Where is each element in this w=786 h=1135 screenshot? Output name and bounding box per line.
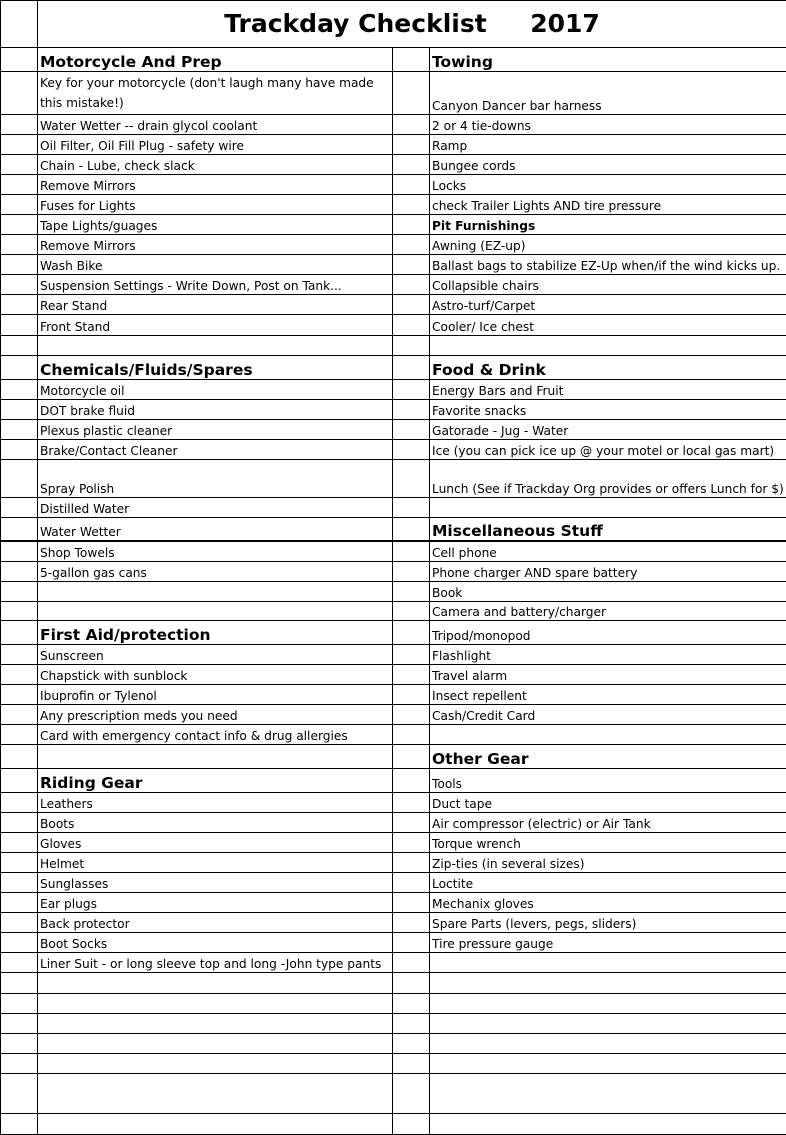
right-check-cell bbox=[393, 255, 430, 275]
checklist-row bbox=[1, 1053, 786, 1073]
checklist-row bbox=[1, 497, 786, 517]
left-check-cell bbox=[1, 1013, 38, 1033]
checklist-row bbox=[1, 175, 786, 195]
checklist-row bbox=[1, 873, 786, 893]
left-check-cell bbox=[1, 195, 38, 215]
right-item-cell bbox=[430, 973, 786, 993]
right-check-cell bbox=[393, 235, 430, 255]
checklist-row bbox=[1, 295, 786, 315]
checklist-row bbox=[1, 379, 786, 399]
checklist-row bbox=[1, 913, 786, 933]
left-item-cell: Sunscreen bbox=[38, 644, 393, 664]
right-item-cell: Energy Bars and Fruit bbox=[430, 379, 786, 399]
checklist-row bbox=[1, 517, 786, 541]
right-item-cell: Torque wrench bbox=[430, 833, 786, 853]
checklist-row bbox=[1, 953, 786, 973]
left-item-cell: Suspension Settings - Write Down, Post on Tank... bbox=[38, 275, 393, 295]
left-item-cell: Leathers bbox=[38, 793, 393, 813]
left-check-cell bbox=[1, 175, 38, 195]
left-item-cell: Brake/Contact Cleaner bbox=[38, 439, 393, 459]
left-item-cell bbox=[38, 1013, 393, 1033]
checklist-row bbox=[1, 725, 786, 745]
left-check-cell bbox=[1, 235, 38, 255]
checklist-row bbox=[1, 275, 786, 295]
left-check-cell bbox=[1, 72, 38, 115]
right-section-heading: Miscellaneous Stuff bbox=[430, 517, 786, 541]
page-title: Trackday Checklist 2017 bbox=[38, 1, 786, 48]
checklist-row bbox=[1, 601, 786, 620]
checklist-row bbox=[1, 1113, 786, 1134]
left-item-cell: Remove Mirrors bbox=[38, 175, 393, 195]
right-check-cell bbox=[393, 1013, 430, 1033]
right-item-cell: Collapsible chairs bbox=[430, 275, 786, 295]
left-check-cell bbox=[1, 295, 38, 315]
left-check-cell bbox=[1, 1033, 38, 1053]
right-item-cell bbox=[430, 1053, 786, 1073]
left-item-cell: Boot Socks bbox=[38, 933, 393, 953]
left-check-cell bbox=[1, 893, 38, 913]
right-check-cell bbox=[393, 561, 430, 581]
left-check-cell bbox=[1, 993, 38, 1013]
right-item-cell: Bungee cords bbox=[430, 155, 786, 175]
right-section-heading: Food & Drink bbox=[430, 355, 786, 379]
checklist-row bbox=[1, 335, 786, 355]
checklist-row bbox=[1, 399, 786, 419]
left-check-cell bbox=[1, 399, 38, 419]
left-item-cell bbox=[38, 993, 393, 1013]
right-item-cell: Ballast bags to stabilize EZ-Up when/if the wind kicks up. bbox=[430, 255, 786, 275]
right-item-cell bbox=[430, 725, 786, 745]
right-check-cell bbox=[393, 135, 430, 155]
left-check-cell bbox=[1, 833, 38, 853]
checklist-row bbox=[1, 439, 786, 459]
left-check-cell bbox=[1, 155, 38, 175]
checklist-row bbox=[1, 620, 786, 644]
checklist-row bbox=[1, 419, 786, 439]
checklist-body bbox=[1, 1, 786, 1135]
right-check-cell bbox=[393, 155, 430, 175]
right-item-cell: Cooler/ Ice chest bbox=[430, 315, 786, 335]
left-check-cell bbox=[1, 115, 38, 135]
right-item-cell: check Trailer Lights AND tire pressure bbox=[430, 195, 786, 215]
right-check-cell bbox=[393, 933, 430, 953]
left-item-cell: Plexus plastic cleaner bbox=[38, 419, 393, 439]
left-item-cell: Remove Mirrors bbox=[38, 235, 393, 255]
right-item-cell bbox=[430, 497, 786, 517]
right-check-cell bbox=[393, 459, 430, 497]
right-check-cell bbox=[393, 913, 430, 933]
right-check-cell bbox=[393, 379, 430, 399]
right-item-cell: Awning (EZ-up) bbox=[430, 235, 786, 255]
right-check-cell bbox=[393, 953, 430, 973]
right-check-cell bbox=[393, 745, 430, 769]
right-item-cell: Ramp bbox=[430, 135, 786, 155]
title-row bbox=[1, 1, 786, 48]
right-check-cell bbox=[393, 665, 430, 685]
right-check-cell bbox=[393, 517, 430, 541]
left-check-cell bbox=[1, 769, 38, 793]
right-check-cell bbox=[393, 295, 430, 315]
left-item-cell: Liner Suit - or long sleeve top and long -John type pants bbox=[38, 953, 393, 973]
right-subheading: Pit Furnishings bbox=[430, 215, 786, 235]
left-check-cell bbox=[1, 335, 38, 355]
right-item-cell: Tools bbox=[430, 769, 786, 793]
checklist-row bbox=[1, 665, 786, 685]
checklist-row bbox=[1, 893, 786, 913]
right-item-cell: Mechanix gloves bbox=[430, 893, 786, 913]
left-check-cell bbox=[1, 644, 38, 664]
checklist-row bbox=[1, 541, 786, 561]
left-item-cell: Water Wetter bbox=[38, 517, 393, 541]
row-header-cell bbox=[1, 1, 38, 48]
right-item-cell: Cell phone bbox=[430, 541, 786, 561]
left-item-cell bbox=[38, 1113, 393, 1134]
checklist-row bbox=[1, 1073, 786, 1113]
right-check-cell bbox=[393, 725, 430, 745]
left-section-heading: Motorcycle And Prep bbox=[38, 48, 393, 72]
right-item-cell: Gatorade - Jug - Water bbox=[430, 419, 786, 439]
checklist-row bbox=[1, 155, 786, 175]
right-check-cell bbox=[393, 195, 430, 215]
right-check-cell bbox=[393, 419, 430, 439]
right-item-cell: Tripod/monopod bbox=[430, 620, 786, 644]
left-item-cell: Gloves bbox=[38, 833, 393, 853]
left-check-cell bbox=[1, 665, 38, 685]
right-item-cell: Air compressor (electric) or Air Tank bbox=[430, 813, 786, 833]
left-check-cell bbox=[1, 275, 38, 295]
right-item-cell: Loctite bbox=[430, 873, 786, 893]
right-check-cell bbox=[393, 335, 430, 355]
checklist-row bbox=[1, 933, 786, 953]
left-section-heading: Chemicals/Fluids/Spares bbox=[38, 355, 393, 379]
right-check-cell bbox=[393, 215, 430, 235]
right-check-cell bbox=[393, 813, 430, 833]
left-section-heading: First Aid/protection bbox=[38, 620, 393, 644]
left-check-cell bbox=[1, 933, 38, 953]
checklist-row bbox=[1, 793, 786, 813]
right-check-cell bbox=[393, 581, 430, 601]
checklist-row bbox=[1, 48, 786, 72]
right-check-cell bbox=[393, 973, 430, 993]
left-check-cell bbox=[1, 561, 38, 581]
right-item-cell: Canyon Dancer bar harness bbox=[430, 72, 786, 115]
checklist-row bbox=[1, 993, 786, 1013]
right-item-cell: Book bbox=[430, 581, 786, 601]
right-check-cell bbox=[393, 793, 430, 813]
left-item-cell: 5-gallon gas cans bbox=[38, 561, 393, 581]
left-item-cell bbox=[38, 973, 393, 993]
right-check-cell bbox=[393, 853, 430, 873]
left-item-cell: Boots bbox=[38, 813, 393, 833]
right-check-cell bbox=[393, 1113, 430, 1134]
left-item-cell: Key for your motorcycle (don't laugh many have made this mistake!) bbox=[38, 72, 393, 115]
left-check-cell bbox=[1, 973, 38, 993]
left-check-cell bbox=[1, 541, 38, 561]
right-section-heading: Other Gear bbox=[430, 745, 786, 769]
left-item-cell: Water Wetter -- drain glycol coolant bbox=[38, 115, 393, 135]
left-item-cell: Shop Towels bbox=[38, 541, 393, 561]
right-check-cell bbox=[393, 1053, 430, 1073]
left-check-cell bbox=[1, 873, 38, 893]
left-item-cell: Fuses for Lights bbox=[38, 195, 393, 215]
left-check-cell bbox=[1, 685, 38, 705]
left-item-cell bbox=[38, 1073, 393, 1113]
left-item-cell: Ear plugs bbox=[38, 893, 393, 913]
left-item-cell bbox=[38, 1053, 393, 1073]
checklist-row bbox=[1, 813, 786, 833]
left-item-cell: Sunglasses bbox=[38, 873, 393, 893]
left-check-cell bbox=[1, 135, 38, 155]
left-item-cell bbox=[38, 1033, 393, 1053]
right-item-cell: Duct tape bbox=[430, 793, 786, 813]
checklist-row bbox=[1, 644, 786, 664]
left-check-cell bbox=[1, 581, 38, 601]
left-check-cell bbox=[1, 379, 38, 399]
right-check-cell bbox=[393, 497, 430, 517]
checklist-row bbox=[1, 973, 786, 993]
right-item-cell bbox=[430, 953, 786, 973]
left-check-cell bbox=[1, 813, 38, 833]
right-item-cell: Ice (you can pick ice up @ your motel or local gas mart) bbox=[430, 439, 786, 459]
checklist-row bbox=[1, 561, 786, 581]
left-item-cell: Distilled Water bbox=[38, 497, 393, 517]
right-item-cell bbox=[430, 335, 786, 355]
left-item-cell: Oil Filter, Oil Fill Plug - safety wire bbox=[38, 135, 393, 155]
right-check-cell bbox=[393, 355, 430, 379]
left-item-cell bbox=[38, 335, 393, 355]
left-item-cell: Motorcycle oil bbox=[38, 379, 393, 399]
right-item-cell bbox=[430, 993, 786, 1013]
left-item-cell: Front Stand bbox=[38, 315, 393, 335]
right-item-cell: Lunch (See if Trackday Org provides or offers Lunch for $) bbox=[430, 459, 786, 497]
right-check-cell bbox=[393, 993, 430, 1013]
checklist-row bbox=[1, 745, 786, 769]
right-check-cell bbox=[393, 769, 430, 793]
right-section-heading: Towing bbox=[430, 48, 786, 72]
right-check-cell bbox=[393, 873, 430, 893]
right-check-cell bbox=[393, 893, 430, 913]
left-item-cell: Rear Stand bbox=[38, 295, 393, 315]
left-check-cell bbox=[1, 517, 38, 541]
checklist-row bbox=[1, 1013, 786, 1033]
right-check-cell bbox=[393, 620, 430, 644]
left-check-cell bbox=[1, 745, 38, 769]
right-check-cell bbox=[393, 48, 430, 72]
left-item-cell: Spray Polish bbox=[38, 459, 393, 497]
right-item-cell: Favorite snacks bbox=[430, 399, 786, 419]
left-check-cell bbox=[1, 1073, 38, 1113]
right-item-cell bbox=[430, 1013, 786, 1033]
right-item-cell bbox=[430, 1033, 786, 1053]
left-check-cell bbox=[1, 620, 38, 644]
left-check-cell bbox=[1, 255, 38, 275]
checklist-row bbox=[1, 769, 786, 793]
right-check-cell bbox=[393, 601, 430, 620]
right-item-cell: Flashlight bbox=[430, 644, 786, 664]
checklist-row bbox=[1, 135, 786, 155]
left-check-cell bbox=[1, 1053, 38, 1073]
checklist-row bbox=[1, 581, 786, 601]
checklist-row bbox=[1, 115, 786, 135]
left-check-cell bbox=[1, 459, 38, 497]
right-item-cell: Astro-turf/Carpet bbox=[430, 295, 786, 315]
left-check-cell bbox=[1, 793, 38, 813]
right-check-cell bbox=[393, 685, 430, 705]
left-item-cell: Wash Bike bbox=[38, 255, 393, 275]
left-check-cell bbox=[1, 705, 38, 725]
right-check-cell bbox=[393, 541, 430, 561]
left-item-cell bbox=[38, 745, 393, 769]
left-check-cell bbox=[1, 315, 38, 335]
right-check-cell bbox=[393, 115, 430, 135]
checklist-row bbox=[1, 705, 786, 725]
right-item-cell: Phone charger AND spare battery bbox=[430, 561, 786, 581]
left-check-cell bbox=[1, 497, 38, 517]
checklist-row bbox=[1, 255, 786, 275]
right-check-cell bbox=[393, 1033, 430, 1053]
left-item-cell: Helmet bbox=[38, 853, 393, 873]
right-check-cell bbox=[393, 72, 430, 115]
left-check-cell bbox=[1, 953, 38, 973]
right-check-cell bbox=[393, 705, 430, 725]
right-check-cell bbox=[393, 439, 430, 459]
right-item-cell: Spare Parts (levers, pegs, sliders) bbox=[430, 913, 786, 933]
checklist-row bbox=[1, 215, 786, 235]
checklist-row bbox=[1, 833, 786, 853]
right-check-cell bbox=[393, 1073, 430, 1113]
left-item-cell: Ibuprofin or Tylenol bbox=[38, 685, 393, 705]
left-check-cell bbox=[1, 913, 38, 933]
left-section-heading: Riding Gear bbox=[38, 769, 393, 793]
right-item-cell: Insect repellent bbox=[430, 685, 786, 705]
right-item-cell: Zip-ties (in several sizes) bbox=[430, 853, 786, 873]
left-item-cell: DOT brake fluid bbox=[38, 399, 393, 419]
left-check-cell bbox=[1, 853, 38, 873]
right-check-cell bbox=[393, 175, 430, 195]
left-item-cell: Back protector bbox=[38, 913, 393, 933]
checklist-row bbox=[1, 459, 786, 497]
left-check-cell bbox=[1, 215, 38, 235]
right-item-cell: 2 or 4 tie-downs bbox=[430, 115, 786, 135]
right-check-cell bbox=[393, 315, 430, 335]
right-item-cell: Tire pressure gauge bbox=[430, 933, 786, 953]
left-check-cell bbox=[1, 439, 38, 459]
checklist-row bbox=[1, 235, 786, 255]
left-check-cell bbox=[1, 601, 38, 620]
checklist-row bbox=[1, 355, 786, 379]
right-item-cell bbox=[430, 1073, 786, 1113]
checklist-row bbox=[1, 315, 786, 335]
left-item-cell: Card with emergency contact info & drug allergies bbox=[38, 725, 393, 745]
right-item-cell: Cash/Credit Card bbox=[430, 705, 786, 725]
left-check-cell bbox=[1, 355, 38, 379]
left-check-cell bbox=[1, 1113, 38, 1134]
checklist-row bbox=[1, 1033, 786, 1053]
left-check-cell bbox=[1, 725, 38, 745]
checklist-row bbox=[1, 685, 786, 705]
right-check-cell bbox=[393, 275, 430, 295]
checklist-row bbox=[1, 853, 786, 873]
checklist-row bbox=[1, 72, 786, 115]
checklist-row bbox=[1, 195, 786, 215]
left-item-cell bbox=[38, 581, 393, 601]
left-item-cell: Chain - Lube, check slack bbox=[38, 155, 393, 175]
right-check-cell bbox=[393, 644, 430, 664]
left-check-cell bbox=[1, 48, 38, 72]
left-item-cell: Tape Lights/guages bbox=[38, 215, 393, 235]
left-check-cell bbox=[1, 419, 38, 439]
left-item-cell: Any prescription meds you need bbox=[38, 705, 393, 725]
left-item-cell: Chapstick with sunblock bbox=[38, 665, 393, 685]
right-item-cell: Camera and battery/charger bbox=[430, 601, 786, 620]
right-item-cell: Locks bbox=[430, 175, 786, 195]
right-item-cell: Travel alarm bbox=[430, 665, 786, 685]
right-check-cell bbox=[393, 833, 430, 853]
left-item-cell bbox=[38, 601, 393, 620]
right-item-cell bbox=[430, 1113, 786, 1134]
right-check-cell bbox=[393, 399, 430, 419]
